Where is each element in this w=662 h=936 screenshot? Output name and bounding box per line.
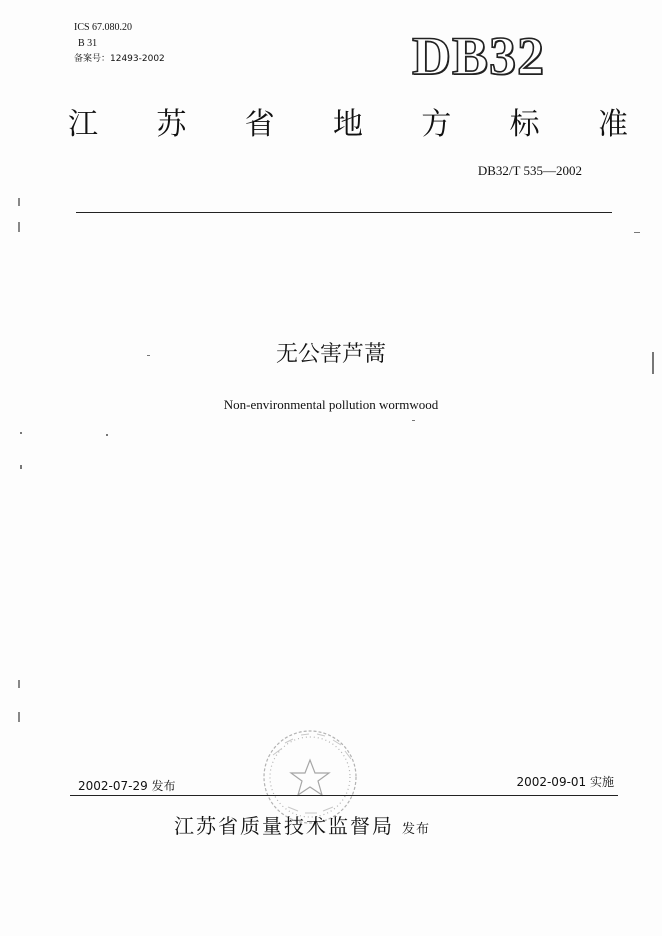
- scan-artifact: [18, 712, 20, 722]
- record-number: 备案号：12493-2002: [74, 54, 165, 64]
- header-divider: [76, 212, 612, 213]
- standard-type-char: 标: [509, 107, 540, 142]
- standard-number: DB32/T 535—2002: [477, 163, 582, 178]
- scan-artifact: [18, 680, 20, 688]
- official-seal-stamp: [243, 715, 378, 825]
- issue-date: 2002-07-29 发布: [78, 779, 176, 793]
- implementation-date: 2002-09-01 实施: [516, 775, 614, 789]
- scan-artifact: [652, 352, 654, 374]
- footer-divider: [70, 795, 618, 796]
- issuing-authority: [174, 810, 430, 839]
- standard-type-title: [68, 107, 628, 143]
- issuer-name: 江苏省质量技术监督局: [174, 814, 394, 838]
- db-code-logo: DB32: [412, 26, 546, 86]
- product-title-chinese: 无公害芦蒿: [275, 342, 386, 367]
- standard-type-char: 江: [68, 107, 98, 142]
- scan-artifact: [147, 355, 150, 356]
- ccs-code: B 31: [78, 38, 98, 49]
- ics-code: ICS 67.080.20: [74, 22, 133, 33]
- scan-artifact: [412, 420, 415, 421]
- scan-artifact: [634, 232, 640, 233]
- issuer-suffix: 发布: [402, 822, 431, 837]
- scan-artifact: [20, 465, 22, 469]
- standard-type-char: 准: [597, 107, 628, 142]
- scan-artifact: [20, 432, 22, 434]
- standard-type-char: 省: [244, 107, 275, 142]
- product-title-english: Non-environmental pollution wormwood: [223, 397, 439, 412]
- standard-type-char: 苏: [156, 107, 187, 142]
- standard-type-char: 地: [332, 107, 363, 142]
- scan-artifact: [18, 222, 20, 232]
- scan-artifact: [18, 198, 20, 206]
- scan-artifact: [106, 434, 108, 436]
- standard-type-char: 方: [421, 107, 452, 142]
